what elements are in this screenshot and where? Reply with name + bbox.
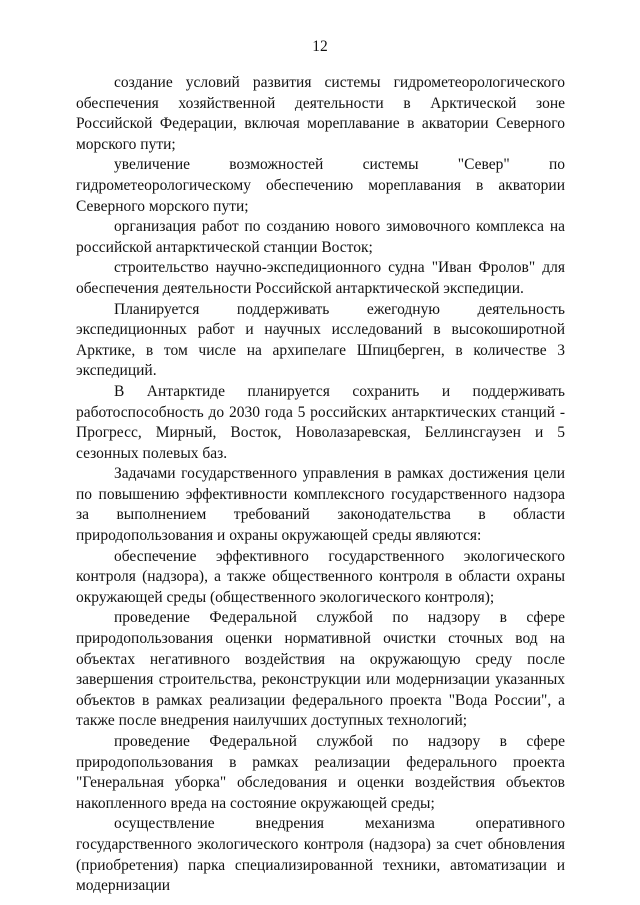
paragraph: осуществление внедрения механизма оперативного государственного экологического контроля (надзора) за счет обновления (приобретения) парка специализированной техники, автоматизации и модернизации — [76, 815, 565, 895]
paragraph: создание условий развития системы гидрометеорологического обеспечения хозяйственной деятельности в Арктической зоне Российской Федерации, включая мореплавание в акватории Северного морского пути; — [76, 74, 565, 153]
paragraph: Планируется поддерживать ежегодную деятельность экспедиционных работ и научных исследований в высокоширотной Арктике, в том числе на архипелаге Шпицберген, в количестве 3 экспедиций. — [76, 300, 565, 380]
paragraph: Задачами государственного управления в рамках достижения цели по повышению эффективности комплексного государственного надзора за выполнением требований законодательства в области природопользования и охраны окружающей среды являются: — [76, 465, 565, 545]
paragraph: организация работ по созданию нового зимовочного комплекса на российской антарктической станции Восток; — [76, 218, 565, 256]
paragraph: В Антарктиде планируется сохранить и поддерживать работоспособность до 2030 года 5 российских антарктических станций - Прогресс, Мирный, Восток, Новолазаревская, Беллинсгаузен и 5 сезонных полевых баз. — [76, 382, 565, 462]
paragraph: строительство научно-экспедиционного судна "Иван Фролов" для обеспечения деятельности Российской антарктической экспедиции. — [76, 259, 565, 297]
paragraph: проведение Федеральной службой по надзору в сфере природопользования оценки нормативной очистки сточных вод на объектах негативного воздействия на окружающую среду после завершения строительства, реконструкции или модернизации указанных объектов в рамках реализации федерального проекта "Вода России", а также после внедрения наилучших доступных технологий; — [76, 609, 565, 730]
paragraph: проведение Федеральной службой по надзору в сфере природопользования в рамках реализации федерального проекта "Генеральная уборка" обследования и оценки воздействия объектов накопленного вреда на состояние окружающей среды; — [76, 733, 565, 812]
page-number: 12 — [312, 38, 328, 55]
paragraph: увеличение возможностей системы "Север" по гидрометеорологическому обеспечению мореплавания в акватории Северного морского пути; — [76, 156, 565, 215]
document-body — [76, 73, 565, 897]
paragraph: обеспечение эффективного государственного экологического контроля (надзора), а также общественного контроля в области охраны окружающей среды (общественного экологического контроля); — [76, 547, 565, 606]
